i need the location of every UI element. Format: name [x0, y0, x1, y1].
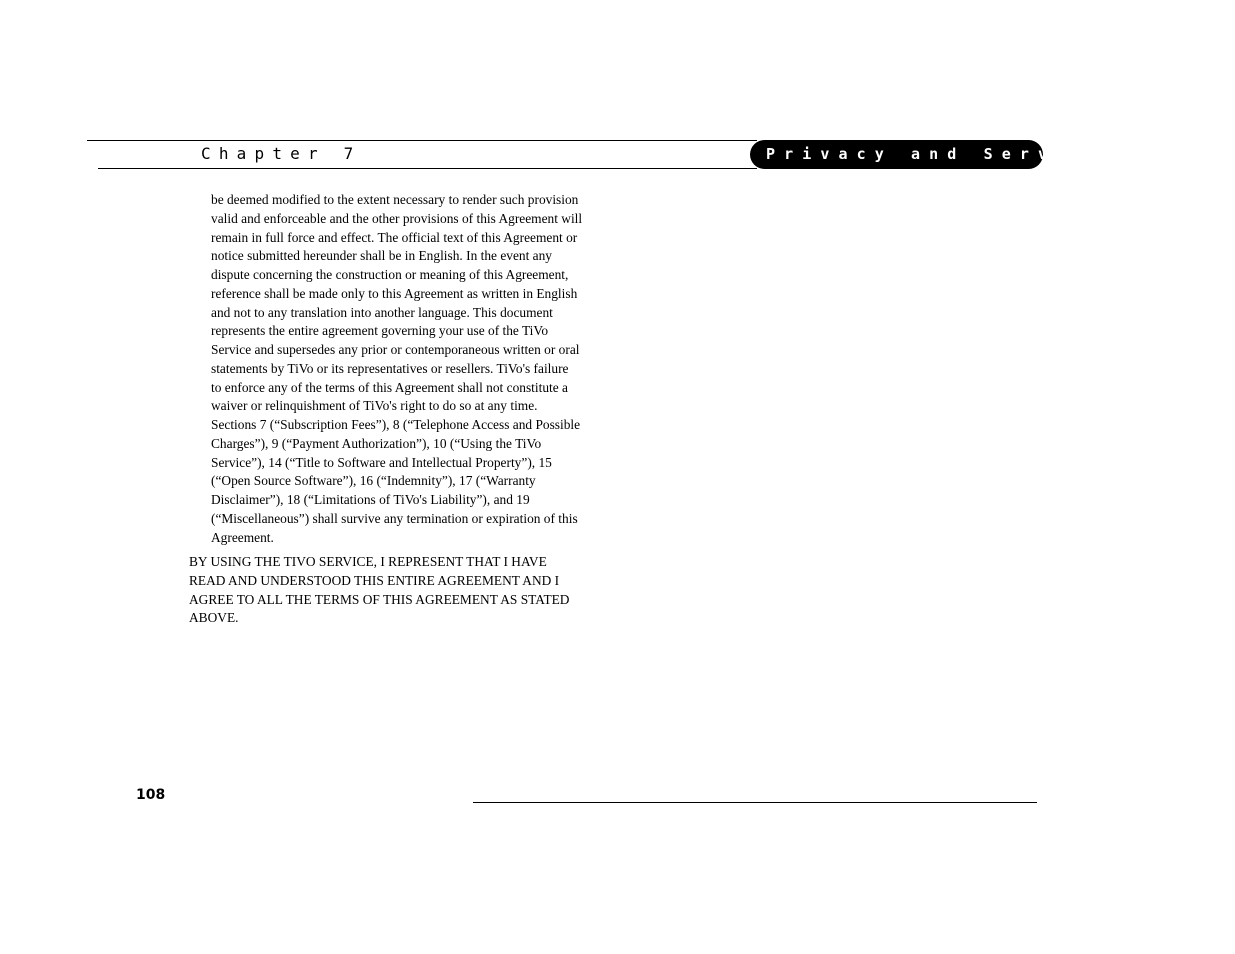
- footer-rule: [473, 802, 1037, 803]
- body-line: Service and supersedes any prior or contemporaneous written or oral: [211, 342, 580, 357]
- body-line: be deemed modified to the extent necessary to render such provision: [211, 192, 579, 207]
- body-line: Disclaimer”), 18 (“Limitations of TiVo's Liability”), and 19: [211, 492, 530, 507]
- body-line: reference shall be made only to this Agreement as written in English: [211, 285, 578, 301]
- body-line: Charges”), 9 (“Payment Authorization”), 10 (“Using the TiVo: [211, 435, 542, 451]
- body-line: to enforce any of the terms of this Agreement shall not constitute a: [211, 379, 568, 395]
- body-line: statements by TiVo or its representatives or resellers. TiVo's failure: [211, 360, 569, 376]
- body-line: remain in full force and effect. The official text of this Agreement or: [211, 229, 578, 245]
- agreement-line: AGREE TO ALL THE TERMS OF THIS AGREEMENT AS STATED: [189, 591, 570, 607]
- agreement-line: BY USING THE TIVO SERVICE, I REPRESENT THAT I HAVE: [189, 554, 547, 569]
- body-line: (“Miscellaneous”) shall survive any termination or expiration of this: [211, 510, 578, 526]
- agreement-line: ABOVE.: [189, 610, 239, 626]
- body-line: waiver or relinquishment of TiVo's right to do so at any time.: [211, 398, 538, 414]
- body-line: (“Open Source Software”), 16 (“Indemnity”), 17 (“Warranty: [211, 473, 536, 489]
- section-title-pill: [750, 140, 1111, 169]
- body-line: Service”), 14 (“Title to Software and Intellectual Property”), 15: [211, 454, 552, 470]
- section-title: Privacy and Service: [766, 145, 1111, 163]
- chapter-label: Chapter 7: [201, 144, 362, 163]
- header-rule-bottom: [98, 168, 757, 169]
- body-line: Sections 7 (“Subscription Fees”), 8 (“Telephone Access and Possible: [211, 417, 581, 432]
- body-line: and not to any translation into another language. This document: [211, 304, 553, 320]
- body-paragraph: [211, 191, 599, 547]
- header-rule-top: [87, 140, 757, 141]
- page-number: 108: [136, 787, 166, 803]
- body-line: Agreement.: [211, 529, 274, 545]
- body-line: dispute concerning the construction or meaning of this Agreement,: [211, 267, 569, 282]
- body-line: represents the entire agreement governing your use of the TiVo: [211, 323, 549, 339]
- body-line: valid and enforceable and the other provisions of this Agreement will: [211, 210, 583, 226]
- agreement-statement: [189, 553, 601, 628]
- body-line: notice submitted hereunder shall be in English. In the event any: [211, 248, 552, 264]
- agreement-line: READ AND UNDERSTOOD THIS ENTIRE AGREEMENT AND I: [189, 572, 560, 588]
